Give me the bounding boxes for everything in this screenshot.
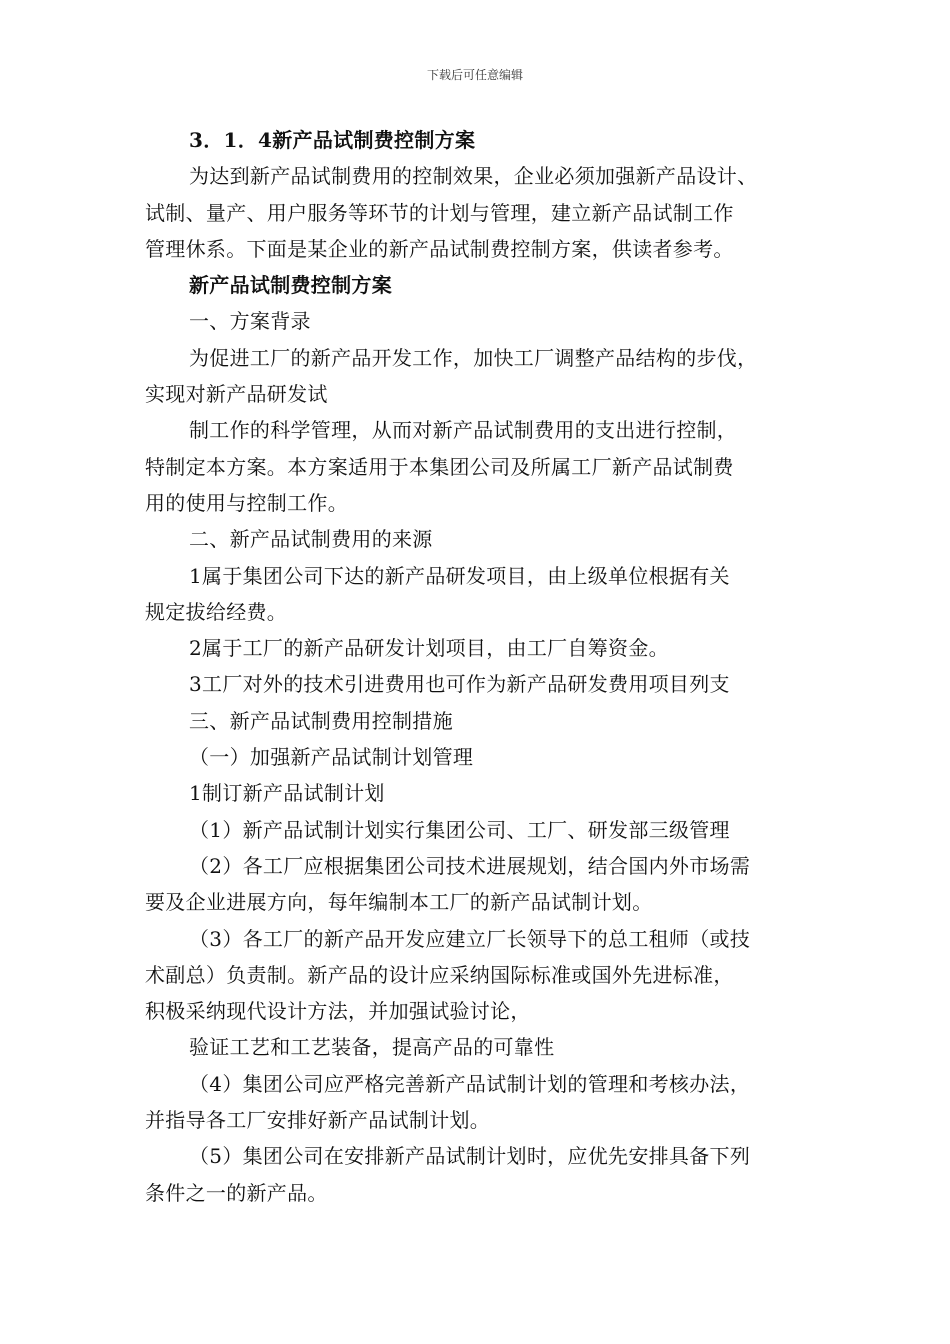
paragraph-line: 一、方案背录	[189, 309, 311, 334]
paragraph-line: 并指导各工厂安排好新产品试制计划。	[145, 1108, 491, 1133]
paragraph-line: （1）新产品试制计划实行集团公司、工厂、研发部三级管理	[189, 817, 730, 842]
paragraph-line: 1制订新产品试制计划	[189, 781, 385, 806]
paragraph-line: 三、新产品试制费用控制措施	[189, 708, 453, 733]
paragraph-line: 条件之一的新产品。	[145, 1180, 328, 1205]
paragraph-line: 用的使用与控制工作。	[145, 490, 348, 515]
document-body	[145, 122, 810, 1211]
paragraph-line: 3工厂对外的技术引进费用也可作为新产品研发费用项目列支	[189, 672, 730, 697]
paragraph-line: （4）集团公司应严格完善新产品试制计划的管理和考核办法，	[189, 1071, 751, 1096]
page-header-note: 下载后可任意编辑	[426, 68, 523, 82]
paragraph-line: （一）加强新产品试制计划管理	[189, 745, 474, 770]
section-heading: 3．1．4新产品试制费控制方案	[189, 128, 476, 152]
paragraph-line: 实现对新产品研发试	[145, 382, 328, 407]
paragraph-line: （5）集团公司在安排新产品试制计划时，应优先安排具备下列	[189, 1144, 751, 1169]
paragraph-line: （3）各工厂的新产品开发应建立厂长领导下的总工租师（或技	[189, 926, 751, 951]
paragraph-line: 要及企业进展方向，每年编制本工厂的新产品试制计划。	[145, 890, 653, 915]
paragraph-line: 验证工艺和工艺装备，提高产品的可靠性	[189, 1035, 555, 1060]
paragraph-line: （2）各工厂应根据集团公司技术进展规划，结合国内外市场需	[189, 853, 751, 878]
paragraph-line: 特制定本方案。本方案适用于本集团公司及所属工厂新产品试制费	[145, 454, 734, 479]
paragraph-line: 为达到新产品试制费用的控制效果，企业必须加强新产品设计、	[189, 164, 758, 189]
paragraph-line: 规定拔给经费。	[145, 599, 288, 624]
paragraph-line: 管理休系。下面是某企业的新产品试制费控制方案，供读者参考。	[145, 236, 734, 261]
paragraph-line: 2属于工厂的新产品研发计划项目，由工厂自筹资金。	[189, 636, 669, 661]
paragraph-line: 1属于集团公司下达的新产品研发项目，由上级单位根据有关	[189, 563, 730, 588]
paragraph-line: 术副总）负责制。新产品的设计应采纳国际标准或国外先进标准，	[145, 962, 734, 987]
paragraph-line: 试制、量产、用户服务等环节的计划与管理，建立新产品试制工作	[145, 200, 734, 225]
paragraph-line: 积极采纳现代设计方法，并加强试验讨论，	[145, 999, 531, 1024]
section-heading: 新产品试制费控制方案	[189, 273, 392, 298]
paragraph-line: 为促进工厂的新产品开发工作，加快工厂调整产品结构的步伐，	[189, 345, 758, 370]
paragraph-line: 制工作的科学管理，从而对新产品试制费用的支出进行控制，	[189, 418, 738, 443]
paragraph-line: 二、新产品试制费用的来源	[189, 527, 433, 552]
